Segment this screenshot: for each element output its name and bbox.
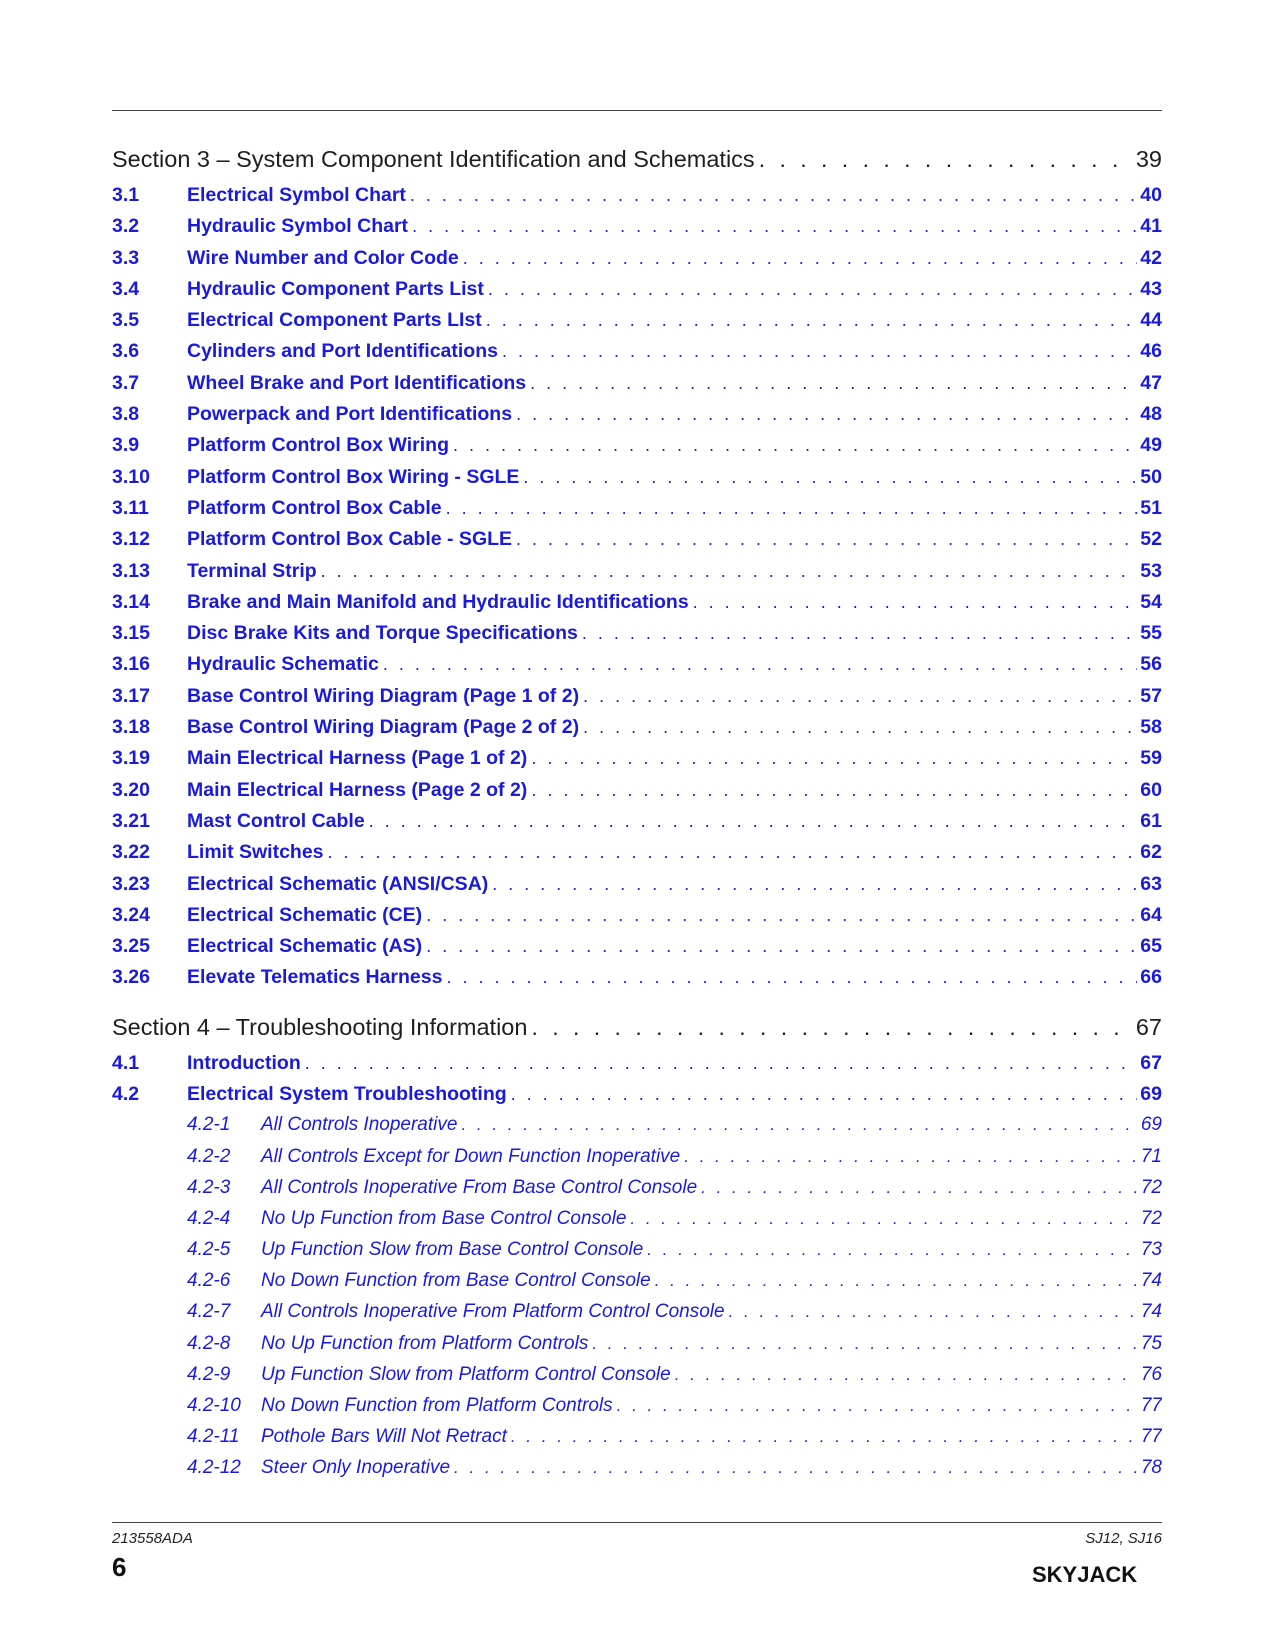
dot-leader (410, 185, 1137, 206)
toc-page-number: 51 (1140, 496, 1162, 519)
toc-page-number: 63 (1140, 872, 1162, 895)
dot-leader (369, 811, 1138, 832)
toc-entry-title: Electrical Schematic (AS) (187, 935, 423, 958)
dot-leader (516, 404, 1137, 425)
dot-leader (502, 341, 1137, 362)
toc-page-number: 74 (1140, 1270, 1162, 1292)
toc-page-number: 69 (1140, 1083, 1162, 1106)
dot-leader (486, 310, 1138, 331)
toc-entry-title: Mast Control Cable (187, 809, 365, 832)
toc-page-number: 65 (1140, 935, 1162, 958)
toc-entry-title: Powerpack and Port Identifications (187, 403, 513, 426)
toc-entry-number: 3.8 (112, 403, 140, 426)
toc-entry-title: Main Electrical Harness (Page 1 of 2) (187, 747, 528, 770)
dot-leader (321, 561, 1138, 582)
toc-entry-title: Up Function Slow from Platform Control Console (261, 1363, 671, 1385)
skyjack-logo (1032, 1560, 1162, 1591)
toc-entry-number: 3.26 (112, 966, 150, 989)
toc-entry-number: 4.2-8 (187, 1332, 231, 1354)
dot-leader (383, 654, 1137, 675)
toc-entry-link[interactable] (112, 466, 1162, 497)
toc-entry-link[interactable] (112, 184, 1162, 215)
dot-leader (453, 435, 1137, 456)
toc-subentry-link[interactable] (112, 1301, 1162, 1332)
toc-entry-title: Electrical Schematic (ANSI/CSA) (187, 872, 489, 895)
toc-entry-title: Pothole Bars Will Not Retract (261, 1426, 507, 1448)
toc-entry-title: Section 4 – Troubleshooting Information (112, 1013, 528, 1040)
dot-leader (412, 216, 1137, 237)
toc-page-number: 76 (1140, 1363, 1162, 1385)
toc-entry-link[interactable] (112, 747, 1162, 778)
toc-entry-number: 3.23 (112, 872, 150, 895)
toc-entry-link[interactable] (112, 966, 1162, 997)
toc-page-number: 62 (1140, 841, 1162, 864)
dot-leader (583, 717, 1137, 738)
toc-entry-title: Electrical Component Parts LIst (187, 309, 482, 332)
toc-entry-link[interactable] (112, 653, 1162, 684)
svg-text:SKYJACK: SKYJACK (1032, 1562, 1138, 1586)
toc-entry-number: 3.7 (112, 371, 140, 394)
toc-entry-link[interactable] (112, 247, 1162, 278)
toc-page-number: 50 (1140, 465, 1162, 488)
toc-entry-number: 3.11 (112, 496, 149, 519)
toc-entry-title: Hydraulic Component Parts List (187, 277, 484, 300)
dot-leader (463, 248, 1138, 269)
toc-page-number: 73 (1140, 1239, 1162, 1261)
toc-page-number: 49 (1140, 434, 1162, 457)
toc-entry-title: No Down Function from Base Control Console (261, 1270, 651, 1292)
toc-entry-number: 3.16 (112, 653, 150, 676)
toc-entry-title: No Down Function from Platform Controls (261, 1395, 613, 1416)
toc-page-number: 72 (1140, 1207, 1162, 1229)
toc-entry-link[interactable] (112, 560, 1162, 591)
dot-leader (701, 1178, 1138, 1198)
toc-entry-title: All Controls Inoperative From Base Control Console (261, 1176, 698, 1198)
toc-entry-title: Disc Brake Kits and Torque Specifications (187, 622, 578, 645)
toc-page-number: 48 (1140, 403, 1162, 426)
toc-entry-title: Base Control Wiring Diagram (Page 2 of 2) (187, 716, 580, 739)
toc-page-number: 77 (1140, 1426, 1162, 1448)
toc-entry-title: Platform Control Box Cable - SGLE (187, 528, 513, 551)
dot-leader (446, 967, 1137, 988)
dot-leader (492, 874, 1137, 895)
toc-entry-title: Introduction (187, 1051, 301, 1074)
dot-leader (426, 905, 1137, 926)
toc-entry-title: Elevate Telematics Harness (187, 966, 443, 989)
toc-entry-link[interactable] (112, 873, 1162, 904)
table-of-contents (112, 140, 1162, 1489)
toc-page-number: 54 (1140, 590, 1162, 613)
dot-leader (647, 1240, 1138, 1260)
toc-page-number: 71 (1140, 1145, 1162, 1167)
toc-entry-link[interactable] (112, 779, 1162, 810)
toc-page-number: 60 (1140, 778, 1162, 801)
toc-entry-title: Steer Only Inoperative (261, 1457, 451, 1479)
toc-entry-title: Cylinders and Port Identifications (187, 340, 498, 363)
dot-leader (531, 748, 1137, 769)
toc-page-number: 47 (1140, 371, 1162, 394)
dot-leader (630, 1209, 1137, 1229)
toc-page-number: 57 (1140, 684, 1162, 707)
toc-subentry-link[interactable] (112, 1208, 1162, 1239)
dot-leader (759, 146, 1133, 173)
toc-entry-link[interactable] (112, 841, 1162, 872)
toc-entry-number: 4.2-7 (187, 1301, 231, 1323)
dot-leader (305, 1053, 1138, 1074)
toc-entry-number: 4.2-3 (187, 1176, 231, 1198)
dot-leader (488, 279, 1137, 300)
dot-leader (516, 529, 1137, 550)
toc-subentry-link[interactable] (112, 1364, 1162, 1395)
page-number: 6 (112, 1552, 127, 1582)
toc-subentry-link[interactable] (112, 1146, 1162, 1177)
toc-entry-title: Electrical Symbol Chart (187, 184, 406, 206)
toc-entry-number: 3.25 (112, 935, 150, 958)
skyjack-logo-mark (1032, 1560, 1162, 1586)
toc-entry-number: 3.24 (112, 903, 150, 926)
toc-entry-number: 3.1 (112, 184, 140, 206)
dot-leader (328, 842, 1138, 863)
toc-entry-title: Hydraulic Symbol Chart (187, 215, 409, 238)
toc-page-number: 74 (1140, 1301, 1162, 1323)
toc-subentry-link[interactable] (112, 1270, 1162, 1301)
toc-entry-number: 3.13 (112, 559, 150, 582)
toc-entry-link[interactable] (112, 622, 1162, 653)
toc-entry-link[interactable] (112, 340, 1162, 371)
toc-page-number: 59 (1140, 747, 1162, 770)
toc-page-number: 75 (1140, 1332, 1162, 1354)
toc-entry-title: Main Electrical Harness (Page 2 of 2) (187, 778, 528, 801)
toc-entry-number: 4.2-1 (187, 1114, 231, 1136)
toc-entry-link[interactable] (112, 935, 1162, 966)
dot-leader (511, 1084, 1138, 1105)
toc-entry-link[interactable] (112, 685, 1162, 716)
toc-page-number: 55 (1140, 622, 1162, 645)
header-rule (112, 110, 1162, 111)
toc-entry-number: 3.21 (112, 809, 150, 832)
toc-page-number: 78 (1140, 1457, 1162, 1479)
model-numbers: SJ12, SJ16 (1085, 1530, 1162, 1547)
toc-entry-link[interactable] (112, 810, 1162, 841)
dot-leader (454, 1458, 1138, 1478)
toc-entry-title: Platform Control Box Wiring - SGLE (187, 465, 520, 488)
toc-entry-number: 4.2-9 (187, 1363, 231, 1385)
dot-leader (684, 1147, 1138, 1167)
toc-subentry-link[interactable] (112, 1114, 1162, 1145)
dot-leader (675, 1365, 1138, 1385)
toc-page-number: 72 (1140, 1176, 1162, 1198)
toc-entry-title: Wire Number and Color Code (187, 246, 459, 269)
toc-page-number: 40 (1140, 184, 1162, 206)
toc-subentry-link[interactable] (112, 1395, 1162, 1426)
toc-entry-number: 3.19 (112, 747, 150, 770)
toc-entry-number: 4.2-2 (187, 1145, 231, 1167)
toc-page-number: 58 (1140, 716, 1162, 739)
toc-page-number: 67 (1135, 1013, 1162, 1040)
toc-entry-title: Platform Control Box Cable (187, 496, 442, 519)
toc-entry-number: 3.6 (112, 340, 140, 363)
toc-page-number: 42 (1140, 246, 1162, 269)
dot-leader (693, 592, 1138, 613)
dot-leader (523, 467, 1137, 488)
toc-entry-link[interactable] (112, 309, 1162, 340)
toc-subentry-link[interactable] (112, 1333, 1162, 1364)
toc-entry-number: 3.4 (112, 277, 140, 300)
toc-entry-number: 4.2-4 (187, 1207, 231, 1229)
toc-entry-number: 3.3 (112, 246, 140, 269)
toc-subentry-link[interactable] (112, 1426, 1162, 1457)
toc-entry-number: 4.2-10 (187, 1395, 241, 1416)
toc-entry-number: 3.12 (112, 528, 150, 551)
toc-entry-number: 4.2-5 (187, 1239, 231, 1261)
toc-entry-link[interactable] (112, 1083, 1162, 1114)
toc-entry-title: Electrical System Troubleshooting (187, 1083, 507, 1106)
toc-entry-title: Up Function Slow from Base Control Console (261, 1239, 644, 1261)
toc-section-heading[interactable] (112, 1008, 1162, 1052)
toc-subentry-link[interactable] (112, 1457, 1162, 1488)
toc-entry-number: 4.2-6 (187, 1270, 231, 1292)
toc-entry-title: Hydraulic Schematic (187, 653, 379, 676)
dot-leader (582, 623, 1137, 644)
toc-subentry-link[interactable] (112, 1177, 1162, 1208)
toc-page-number: 39 (1135, 146, 1162, 172)
toc-entry-title: Terminal Strip (187, 559, 317, 582)
dot-leader (531, 780, 1137, 801)
toc-entry-number: 3.9 (112, 434, 140, 457)
toc-entry-title: Platform Control Box Wiring (187, 434, 449, 457)
toc-page-number: 64 (1140, 903, 1162, 926)
toc-entry-title: Wheel Brake and Port Identifications (187, 371, 527, 394)
toc-entry-number: 3.5 (112, 309, 140, 332)
toc-entry-title: No Up Function from Platform Controls (261, 1332, 589, 1354)
toc-page-number: 43 (1140, 277, 1162, 300)
toc-entry-link[interactable] (112, 497, 1162, 528)
toc-entry-number: 4.2-12 (187, 1457, 241, 1479)
toc-entry-number: 3.14 (112, 590, 150, 613)
toc-entry-title: Brake and Main Manifold and Hydraulic Identifications (187, 590, 689, 613)
toc-subentry-link[interactable] (112, 1239, 1162, 1270)
toc-entry-link[interactable] (112, 528, 1162, 559)
dot-leader (426, 936, 1137, 957)
document-code: 213558ADA (112, 1530, 193, 1547)
toc-entry-title: All Controls Inoperative From Platform Control Console (261, 1301, 725, 1323)
dot-leader (530, 373, 1137, 394)
dot-leader (583, 686, 1137, 707)
toc-entry-number: 4.1 (112, 1051, 140, 1074)
dot-leader (655, 1271, 1138, 1291)
toc-page-number: 77 (1140, 1395, 1162, 1416)
toc-page-number: 46 (1140, 340, 1162, 363)
toc-entry-link[interactable] (112, 1052, 1162, 1083)
toc-page-number: 44 (1140, 309, 1162, 332)
toc-page-number: 41 (1140, 215, 1162, 238)
toc-entry-number: 4.2-11 (187, 1426, 240, 1448)
toc-entry-number: 3.15 (112, 622, 150, 645)
dot-leader (617, 1396, 1138, 1416)
toc-entry-title: Base Control Wiring Diagram (Page 1 of 2) (187, 684, 580, 707)
toc-page-number: 66 (1140, 966, 1162, 989)
toc-page-number: 53 (1140, 559, 1162, 582)
toc-entry-link[interactable] (112, 403, 1162, 434)
toc-entry-link[interactable] (112, 278, 1162, 309)
dot-leader (531, 1014, 1132, 1041)
toc-entry-number: 3.22 (112, 841, 150, 864)
toc-page-number: 67 (1140, 1051, 1162, 1074)
toc-section-heading[interactable] (112, 140, 1162, 184)
toc-entry-number: 3.2 (112, 215, 140, 238)
toc-entry-link[interactable] (112, 716, 1162, 747)
toc-entry-title: All Controls Inoperative (261, 1114, 458, 1136)
toc-entry-title: Limit Switches (187, 841, 324, 864)
toc-entry-link[interactable] (112, 372, 1162, 403)
toc-page-number: 61 (1140, 809, 1162, 832)
toc-entry-title: All Controls Except for Down Function Inoperative (261, 1145, 681, 1167)
toc-entry-title: Section 3 – System Component Identification and Schematics (112, 146, 755, 172)
toc-entry-link[interactable] (112, 434, 1162, 465)
footer-rule (112, 1522, 1162, 1523)
toc-entry-number: 3.10 (112, 465, 150, 488)
toc-entry-link[interactable] (112, 215, 1162, 246)
dot-leader (729, 1302, 1138, 1322)
dot-leader (461, 1115, 1137, 1135)
dot-leader (511, 1427, 1138, 1447)
toc-page-number: 69 (1140, 1114, 1162, 1136)
toc-entry-link[interactable] (112, 591, 1162, 622)
toc-entry-number: 4.2 (112, 1083, 140, 1106)
dot-leader (446, 498, 1138, 519)
toc-entry-number: 3.18 (112, 716, 150, 739)
toc-entry-link[interactable] (112, 904, 1162, 935)
toc-entry-number: 3.17 (112, 684, 150, 707)
toc-entry-number: 3.20 (112, 778, 150, 801)
toc-page-number: 56 (1140, 653, 1162, 676)
toc-entry-title: No Up Function from Base Control Console (261, 1207, 627, 1229)
toc-page-number: 52 (1140, 528, 1162, 551)
toc-entry-title: Electrical Schematic (CE) (187, 903, 423, 926)
dot-leader (592, 1334, 1138, 1354)
